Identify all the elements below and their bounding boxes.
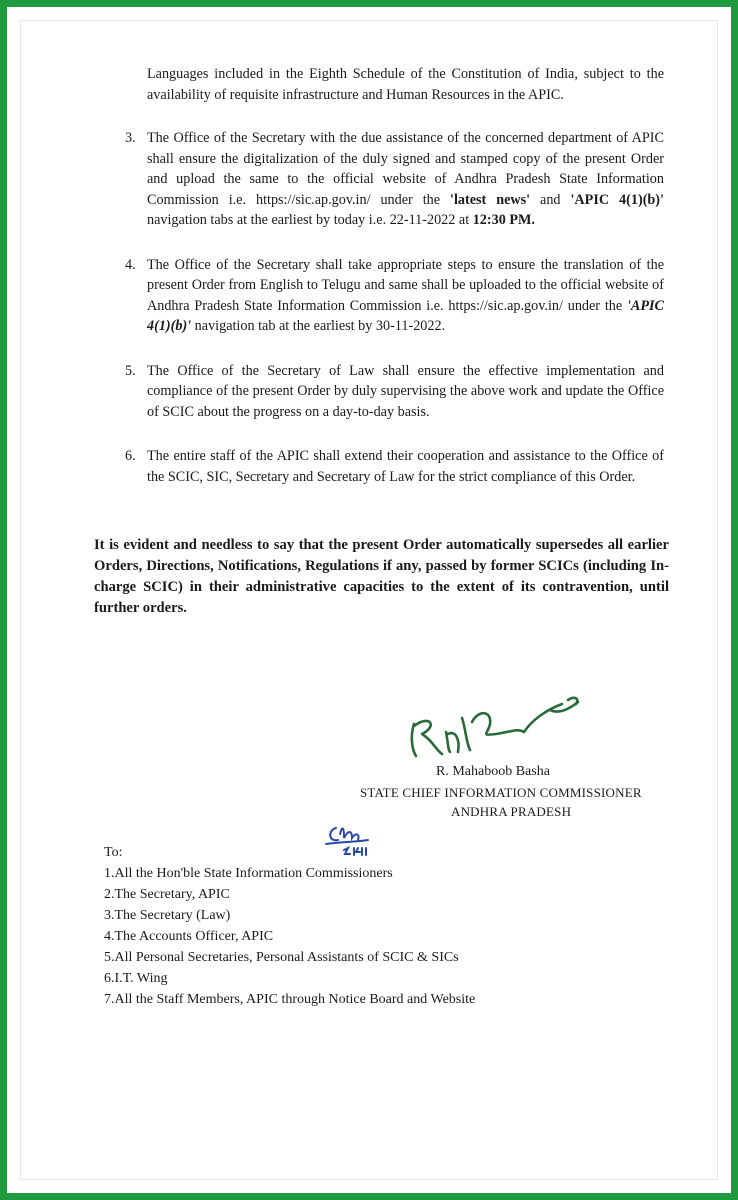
- item-text: The Office of the Secretary of Law shall ensure the effective implementation and compliance of the present Order by duly supervising the above work and update the Office of SCIC about the progress on a day-to-day basis.: [147, 362, 664, 420]
- to-label: To:: [104, 845, 123, 860]
- order-item-5: [104, 361, 664, 423]
- apic-tab-ref: 'APIC 4(1)(b)': [147, 297, 664, 334]
- latest-news-tab-ref: 'latest news': [450, 191, 531, 208]
- recipient-item: 2.The Secretary, APIC: [104, 887, 230, 902]
- item-text: navigation tab at the earliest by 30-11-2022.: [191, 318, 446, 334]
- item-text: The entire staff of the APIC shall extend their cooperation and assistance to the Office of the SCIC, SIC, Secretary and Secretary of Law for the strict compliance of this Order.: [147, 448, 664, 485]
- recipient-item: 4.The Accounts Officer, APIC: [104, 929, 274, 944]
- recipients-list: [104, 842, 664, 1010]
- recipient-item: 1.All the Hon'ble State Information Commissioners: [104, 866, 393, 881]
- recipient-item: 7.All the Staff Members, APIC through Notice Board and Website: [104, 992, 476, 1007]
- order-item-4: [104, 255, 664, 337]
- deadline-time: 12:30 PM.: [472, 212, 535, 228]
- recipient-item: 5.All Personal Secretaries, Personal Assistants of SCIC & SICs: [104, 950, 459, 965]
- signature-icon: [400, 680, 600, 768]
- item-text: navigation tabs at the earliest by today i.e. 22-11-2022 at: [147, 212, 473, 228]
- order-item-3: [104, 128, 664, 231]
- document-page: [20, 20, 718, 1180]
- recipient-item: 6.I.T. Wing: [104, 971, 168, 986]
- signatory-name: R. Mahaboob Basha: [436, 764, 550, 779]
- signatory-state: ANDHRA PRADESH: [451, 804, 572, 819]
- item-text: The Office of the Secretary shall take appropriate steps to ensure the translation of the present Order from English to Telugu and same shall be uploaded to the official website of Andhra Pradesh State Information Commission i.e. https://sic.ap.gov.in/ under the: [147, 256, 664, 314]
- recipient-item: 3.The Secretary (Law): [104, 908, 231, 923]
- item-text: The Office of the Secretary with the due assistance of the concerned department of APIC shall ensure the digitalization of the duly signed and stamped copy of the present Order and upload the same to the official website of Andhra Pradesh State Information Commission i.e. https://sic.ap.gov.in/ under the: [147, 130, 664, 208]
- final-statement: It is evident and needless to say that the present Order automatically supersedes all earlier Orders, Directions, Notifications, Regulations if any, passed by former SCICs (including In-charge SCIC) in their administrative capacities to the extent of its contravention, until further orders.: [94, 537, 669, 616]
- item-number: 3.: [125, 130, 136, 146]
- apic-tab-ref: 'APIC 4(1)(b)': [570, 191, 664, 208]
- order-item-6: [104, 446, 664, 487]
- item-number: 6.: [125, 448, 136, 464]
- item-text: and: [530, 191, 571, 208]
- item-number: 4.: [125, 256, 136, 273]
- intro-paragraph: Languages included in the Eighth Schedule of the Constitution of India, subject to the availability of requisite infrastructure and Human Resources in the APIC.: [147, 66, 664, 103]
- signatory-title: STATE CHIEF INFORMATION COMMISSIONER: [360, 785, 642, 800]
- item-number: 5.: [125, 362, 136, 379]
- order-body: [94, 64, 669, 619]
